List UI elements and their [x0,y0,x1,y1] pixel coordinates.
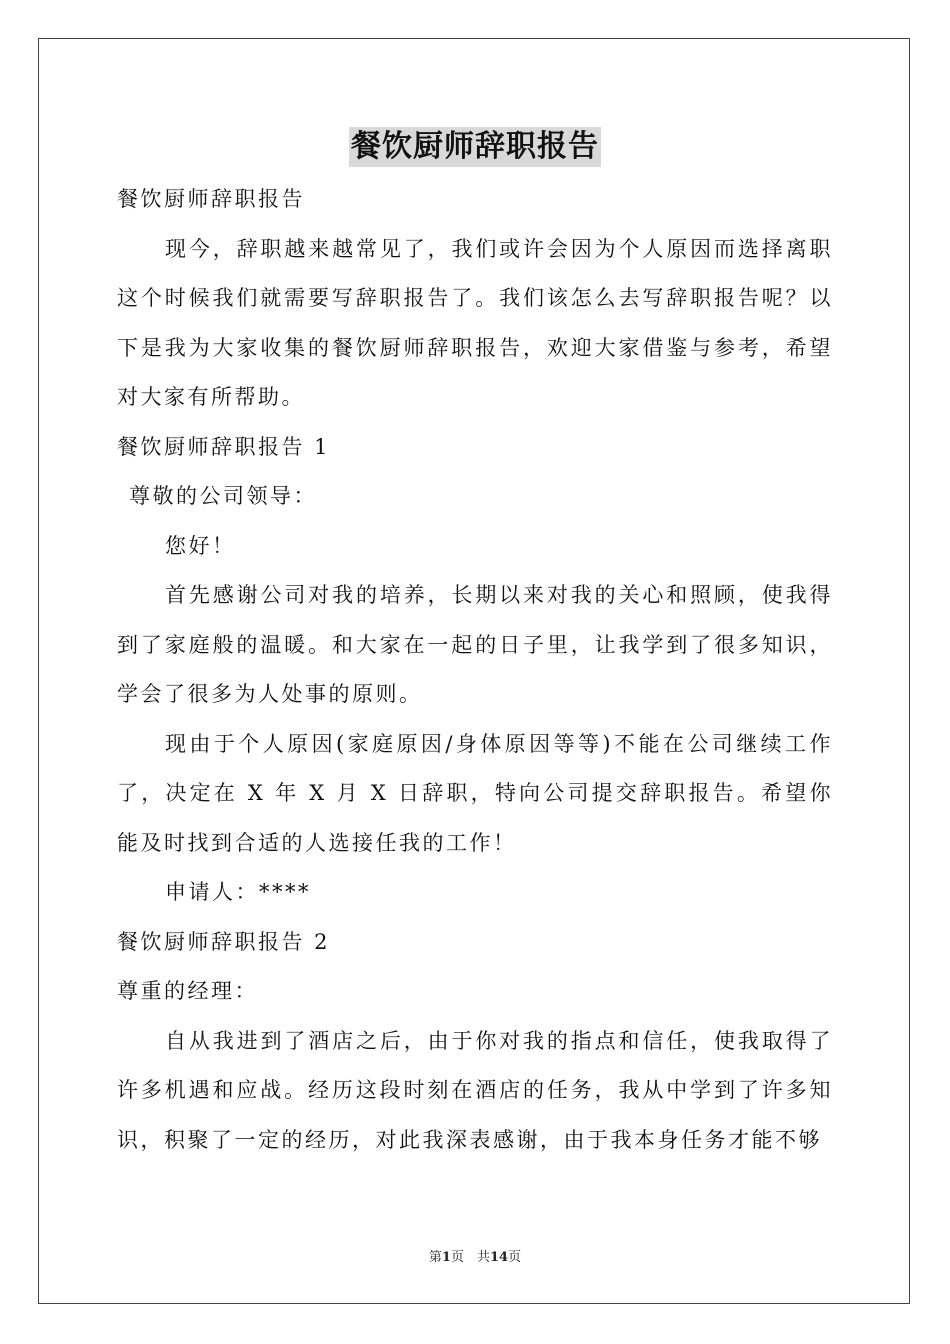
total-pages-number: 14 [489,1250,509,1265]
subtitle-paragraph: 餐饮厨师辞职报告 [117,187,305,211]
document-body [117,175,833,1165]
intro-paragraph: 现今，辞职越来越常见了，我们或许会因为个人原因而选择离职这个时候我们就需要写辞职报告了。我们该怎么去写辞职报告呢？以下是我为大家收集的餐饮厨师辞职报告，欢迎大家借鉴与参考，希望对大家有所帮助。 [117,236,833,409]
greeting-paragraph: 您好！ [165,533,236,558]
thanks-paragraph: 首先感谢公司对我的培养，长期以来对我的关心和照顾，使我得到了家庭般的温暖。和大家在一起的日子里，让我学到了很多知识，学会了很多为人处事的原则。 [117,583,833,706]
salutation-2: 尊重的经理： [117,979,258,1003]
footer-prefix: 第 [428,1250,442,1265]
current-page-number: 1 [441,1250,451,1265]
salutation-1: 尊敬的公司领导： [129,484,317,508]
title-container [0,127,950,167]
document-title: 餐饮厨师辞职报告 [349,127,601,167]
experience-paragraph: 自从我进到了酒店之后，由于你对我的指点和信任，使我取得了许多机遇和应战。经历这段时刻在酒店的任务，我从中学到了许多知识，积聚了一定的经历，对此我深表感谢，由于我本身任务才能不够 [117,1028,833,1152]
footer-suffix: 页 [508,1250,522,1265]
section-heading-2: 餐饮厨师辞职报告 2 [117,929,331,954]
section-heading-1: 餐饮厨师辞职报告 1 [117,434,331,459]
footer-mid: 页 共 [450,1250,490,1265]
page-footer [0,1246,950,1265]
reason-paragraph: 现由于个人原因(家庭原因/身体原因等等)不能在公司继续工作了，决定在 X 年 X 月 X 日辞职，特向公司提交辞职报告。希望你能及时找到合适的人选接任我的工作！ [117,731,833,855]
applicant-line: 申请人：**** [165,880,311,904]
